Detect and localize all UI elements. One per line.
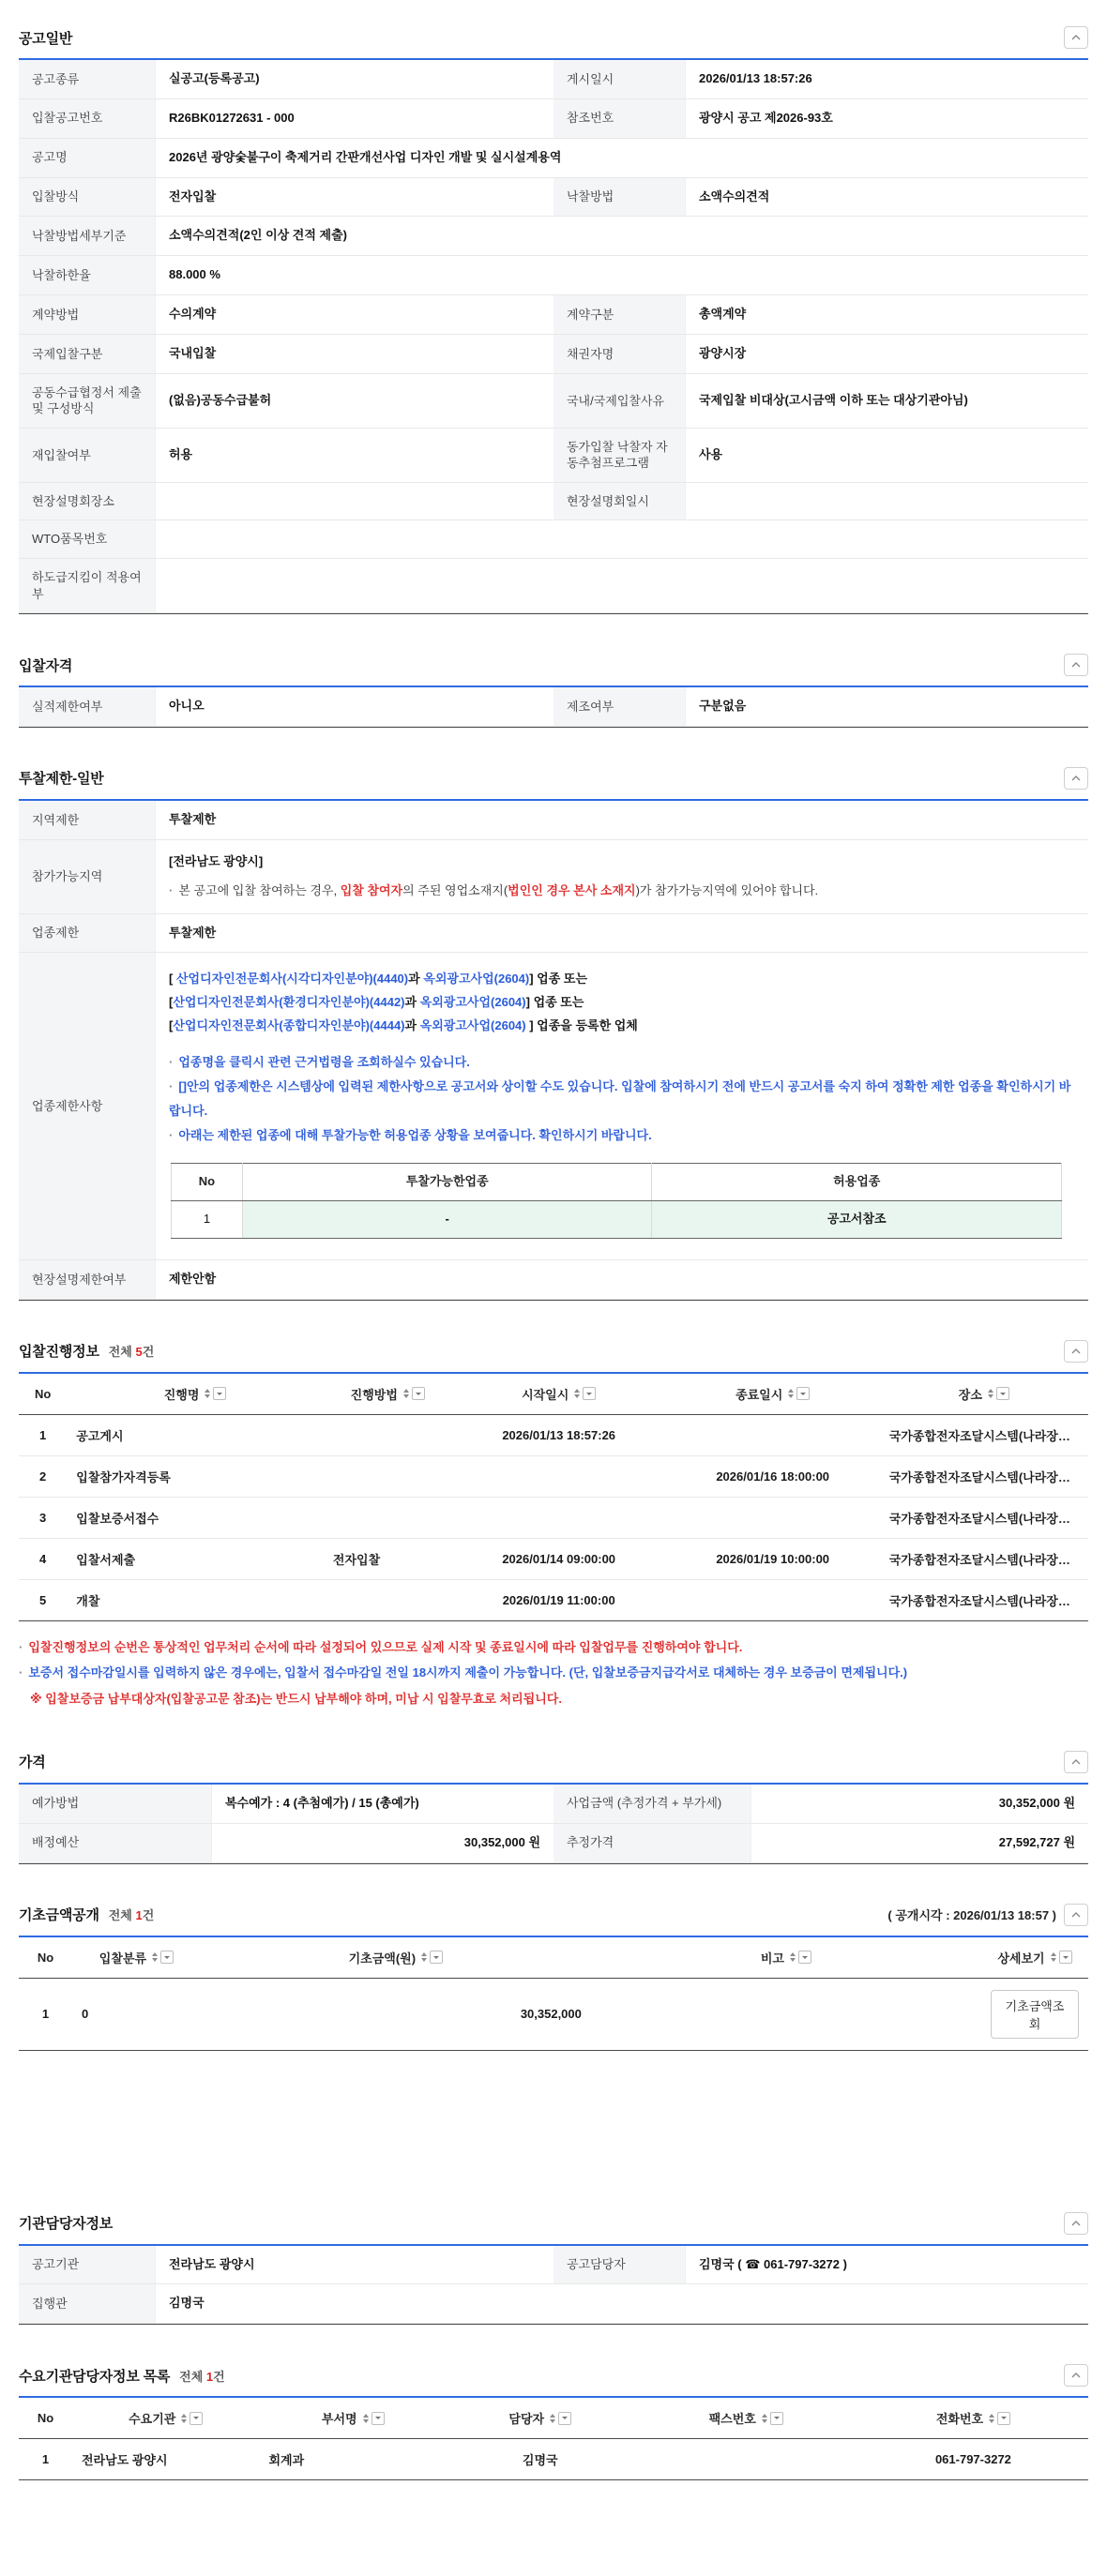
- field-label: 지역제한: [19, 801, 155, 840]
- field-label: 참조번호: [554, 99, 685, 139]
- cell-possible-industry: -: [242, 1201, 652, 1239]
- field-label: 제조여부: [554, 687, 685, 727]
- field-label: 재입찰여부: [19, 429, 155, 483]
- cell-start: [452, 1455, 666, 1497]
- cell-fax: [634, 2439, 858, 2480]
- section-title-demand: 수요기관담당자정보 목록: [19, 2368, 171, 2385]
- cell-no: 5: [39, 1592, 47, 1607]
- field-label: 사업금액 (추정가격 + 부가세): [554, 1785, 751, 1824]
- field-label: 참가가능지역: [19, 840, 155, 914]
- field-value: 광양시장: [685, 335, 1088, 374]
- chevron-up-icon: [1071, 2221, 1081, 2226]
- field-label: 현장설명제한여부: [19, 1260, 155, 1300]
- column-header: 허용업종: [652, 1164, 1062, 1201]
- field-label: 공고종류: [19, 60, 155, 99]
- industry-line: [산업디자인전문회사(종합디자인분야)(4444)과 옥외광고사업(2604) ] 업종을 등록한 업체: [169, 1017, 638, 1032]
- field-label: 낙찰방법세부기준: [19, 217, 155, 256]
- allowed-area-cell: [155, 840, 1088, 914]
- cell-place: 국가종합전자조달시스템(나라장…: [880, 1414, 1088, 1455]
- sort-control[interactable]: [421, 1951, 443, 1964]
- field-label: 국내/국제입찰사유: [554, 374, 685, 429]
- cell-method: 전자입찰: [324, 1538, 452, 1579]
- field-value: 총액계약: [685, 295, 1088, 335]
- column-header-stage: 진행명: [67, 1373, 324, 1415]
- column-header: 투찰가능한업종: [242, 1164, 652, 1201]
- cell-start: 2026/01/14 09:00:00: [452, 1538, 666, 1579]
- field-value: 복수예가 : 4 (추첨예가) / 15 (총예가): [211, 1785, 554, 1824]
- field-label: 낙찰방법: [554, 178, 685, 218]
- chevron-up-icon: [1071, 662, 1081, 668]
- field-label: 국제입찰구분: [19, 335, 155, 374]
- field-label: 동가입찰 낙찰자 자동추첨프로그램: [554, 429, 685, 483]
- section-agency-contact: [19, 2212, 1088, 2326]
- field-value: 김명국: [155, 2284, 1088, 2324]
- field-label: 공고기관: [19, 2246, 155, 2285]
- sort-control[interactable]: [762, 2412, 783, 2425]
- cell-end: [666, 1497, 880, 1538]
- cell-phone: 061-797-3272: [934, 2452, 1011, 2467]
- qualification-table: [19, 685, 1088, 728]
- table-row: [19, 1538, 1088, 1579]
- field-value: 소액수의견적(2인 이상 견적 제출): [155, 217, 1088, 256]
- cell-method: [324, 1414, 452, 1455]
- field-value: 투찰제한: [155, 914, 1088, 954]
- disclosure-time: ( 공개시각 : 2026/01/13 18:57 ): [887, 1908, 1056, 1923]
- cell-end: 2026/01/16 18:00:00: [666, 1455, 880, 1497]
- chevron-up-icon: [1071, 1912, 1081, 1918]
- field-label: 집행관: [19, 2284, 155, 2324]
- column-header-start: 시작일시: [452, 1373, 666, 1415]
- sort-control[interactable]: [550, 2412, 571, 2425]
- agency-contact-table: [19, 2244, 1088, 2326]
- base-amount-table: [19, 1936, 1088, 2051]
- industry-restriction-notes: [169, 1050, 1075, 1148]
- filter-dropdown-icon[interactable]: [558, 2412, 571, 2425]
- field-label: 공고담당자: [554, 2246, 685, 2285]
- section-title-general: 공고일반: [19, 30, 73, 47]
- field-label: 게시일시: [554, 60, 685, 99]
- field-label: 현장설명회장소: [19, 483, 155, 521]
- column-header-org: 수요기관: [72, 2397, 260, 2439]
- field-value: [155, 520, 1088, 559]
- table-header-row: [172, 1164, 1062, 1201]
- field-value: 소액수의견적: [685, 178, 1088, 218]
- note-line: · 입찰진행정보의 순번은 통상적인 업무처리 순서에 따라 설정되어 있으므로 실제 시작 및 종료일시에 따라 입찰업무를 진행하여야 합니다.: [19, 1639, 743, 1654]
- field-value: 2026/01/13 18:57:26: [685, 60, 1088, 99]
- filter-dropdown-icon[interactable]: [796, 1387, 810, 1400]
- field-value: 제한안함: [155, 1260, 1088, 1300]
- progress-notes: [19, 1634, 1088, 1711]
- section-general: [19, 26, 1088, 614]
- field-label: 업종제한사항: [19, 953, 155, 1260]
- cell-no: 3: [19, 1497, 67, 1538]
- industry-restriction-detail: [155, 953, 1088, 1260]
- cell-end: [666, 1579, 880, 1620]
- filter-dropdown-icon[interactable]: [997, 2412, 1010, 2425]
- note-line: · 아래는 제한된 업종에 대해 투찰가능한 허용업종 상황을 보여줍니다. 확인하시기 바랍니다.: [169, 1128, 652, 1143]
- cell-detail: [981, 1978, 1088, 2050]
- field-label: 입찰방식: [19, 178, 155, 218]
- cell-method: [324, 1497, 452, 1538]
- section-price: [19, 1751, 1088, 1864]
- cell-start: 2026/01/13 18:57:26: [452, 1414, 666, 1455]
- field-value: 아니오: [155, 687, 554, 727]
- table-row: [19, 2439, 1088, 2480]
- field-value: 국제입찰 비대상(고시금액 이하 또는 대상기관아님): [685, 374, 1088, 429]
- cell-stage: 입찰참가자격등록: [67, 1455, 324, 1497]
- field-label: 추정가격: [554, 1824, 751, 1863]
- field-value-phone: 김명국 ( ☎ 061-797-3272 ): [685, 2246, 1088, 2285]
- column-header-amount: 기초금액(원): [201, 1936, 591, 1979]
- cell-person: 김명국: [522, 2453, 558, 2468]
- table-row: [19, 1455, 1088, 1497]
- sort-control[interactable]: [205, 1387, 226, 1400]
- field-value: [685, 483, 1088, 521]
- column-header-no: No: [19, 1936, 72, 1979]
- filter-dropdown-icon[interactable]: [412, 1387, 425, 1400]
- sort-control[interactable]: [152, 1951, 174, 1964]
- field-label: 입찰공고번호: [19, 99, 155, 139]
- table-header-row: [19, 1936, 1088, 1979]
- industry-line: [산업디자인전문회사(환경디자인분야)(4442)과 옥외광고사업(2604)] 업종 또는: [169, 995, 584, 1010]
- field-label: 낙찰하한율: [19, 256, 155, 295]
- column-header-no: No: [19, 1373, 67, 1415]
- collapse-button[interactable]: [1064, 1340, 1088, 1363]
- cell-no: 2: [19, 1455, 67, 1497]
- industry-code-link[interactable]: 옥외광고사업(2604): [419, 995, 526, 1010]
- general-info-table: [19, 58, 1088, 614]
- cell-place: 국가종합전자조달시스템(나라장…: [880, 1538, 1088, 1579]
- filter-dropdown-icon[interactable]: [372, 2412, 385, 2425]
- table-row: [19, 1497, 1088, 1538]
- collapse-button[interactable]: [1064, 2212, 1088, 2235]
- industry-code-link[interactable]: 산업디자인전문회사(환경디자인분야)(4442): [173, 995, 405, 1010]
- cell-no: 4: [19, 1538, 67, 1579]
- column-header-no: No: [19, 2397, 72, 2439]
- field-label: 현장설명회일시: [554, 483, 685, 521]
- cell-stage: 입찰서제출: [67, 1538, 324, 1579]
- field-label: 공동수급협정서 제출 및 구성방식: [19, 374, 155, 429]
- table-row: [19, 1414, 1088, 1455]
- cell-start: [452, 1497, 666, 1538]
- column-header-dept: 부서명: [260, 2397, 447, 2439]
- industry-line: [ 산업디자인전문회사(시각디자인분야)(4440)과 옥외광고사업(2604)] 업종 또는: [169, 972, 588, 987]
- cell-allowed-industry: 공고서참조: [652, 1201, 1062, 1239]
- cell-method: [324, 1455, 452, 1497]
- cell-place: 국가종합전자조달시스템(나라장…: [880, 1497, 1088, 1538]
- cell-remark: [591, 1978, 981, 2050]
- section-bid-progress: [19, 1340, 1088, 1711]
- section-title-price: 가격: [19, 1755, 46, 1771]
- sort-control[interactable]: [181, 2412, 203, 2425]
- field-value: 27,592,727 원: [751, 1824, 1088, 1863]
- section-qualification: [19, 654, 1088, 728]
- section-title-restriction: 투찰제한-일반: [19, 771, 104, 788]
- base-amount-lookup-button[interactable]: 기초금액조회: [991, 1990, 1079, 2039]
- cell-no: 1: [41, 2007, 50, 2022]
- sort-control[interactable]: [788, 1387, 810, 1400]
- field-value: 88.000 %: [155, 256, 1088, 295]
- section-base-amount: [19, 1904, 1088, 2051]
- price-table: [19, 1783, 1088, 1864]
- field-value: [155, 483, 554, 521]
- chevron-up-icon: [1071, 2373, 1081, 2378]
- bid-progress-table: [19, 1372, 1088, 1621]
- column-header-class: 입찰분류: [72, 1936, 201, 1979]
- industry-code-link[interactable]: 산업디자인전문회사(시각디자인분야)(4440): [175, 972, 409, 987]
- total-count: 전체 1건: [179, 2369, 225, 2384]
- cell-dept: 회계과: [268, 2453, 305, 2468]
- industry-code-link[interactable]: 산업디자인전문회사(종합디자인분야)(4444): [173, 1017, 405, 1032]
- field-value: 30,352,000 원: [751, 1785, 1088, 1824]
- column-header-remark: 비고: [591, 1936, 981, 1979]
- table-row: [19, 1978, 1088, 2050]
- cell-end: 2026/01/19 10:00:00: [666, 1538, 880, 1579]
- sort-control[interactable]: [988, 1387, 1009, 1400]
- field-value: 사용: [685, 429, 1088, 483]
- note-line: · []안의 업종제한은 시스템상에 입력된 제한사항으로 공고서와 상이할 수도 있습니다. 입찰에 참여하시기 전에 반드시 공고서를 숙지 하여 정확한 제한 업종을 확인하시기 바랍니다.: [169, 1079, 1071, 1119]
- column-header-fax: 팩스번호: [634, 2397, 858, 2439]
- cell-no: 1: [41, 2452, 50, 2467]
- section-title-agency: 기관담당자정보: [19, 2216, 114, 2233]
- collapse-button[interactable]: [1064, 26, 1088, 49]
- chevron-up-icon: [1071, 1759, 1081, 1765]
- collapse-button[interactable]: [1064, 2364, 1088, 2387]
- field-label: 업종제한: [19, 914, 155, 954]
- field-label: 계약방법: [19, 295, 155, 335]
- table-header-row: [19, 2397, 1088, 2439]
- column-header-phone: 전화번호: [858, 2397, 1088, 2439]
- cell-place: 국가종합전자조달시스템(나라장…: [888, 1593, 1070, 1608]
- field-value: 30,352,000 원: [211, 1824, 554, 1863]
- column-header-person: 담당자: [447, 2397, 634, 2439]
- cell-end: [666, 1414, 880, 1455]
- field-value: 구분없음: [685, 687, 1088, 727]
- chevron-up-icon: [1071, 1348, 1081, 1354]
- note-line: · 보증서 접수마감일시를 입력하지 않은 경우에는, 입찰서 접수마감일 전일 18시까지 제출이 가능합니다. (단, 입찰보증금지급각서로 대체하는 경우 보증금이 면제됩니다.): [19, 1665, 908, 1680]
- field-label: 채권자명: [554, 335, 685, 374]
- cell-no: 1: [172, 1201, 243, 1239]
- cell-place: 국가종합전자조달시스템(나라장…: [880, 1455, 1088, 1497]
- section-title-base-amount: 기초금액공개: [19, 1907, 99, 1924]
- filter-dropdown-icon[interactable]: [160, 1951, 174, 1964]
- total-count: 전체 1건: [108, 1908, 155, 1923]
- field-value: 투찰제한: [155, 801, 1088, 840]
- field-value: 수의계약: [155, 295, 554, 335]
- table-row: [19, 1579, 1088, 1620]
- cell-stage: 공고게시: [67, 1414, 324, 1455]
- collapse-button[interactable]: [1064, 1751, 1088, 1773]
- field-value: 실공고(등록공고): [155, 60, 554, 99]
- note-line: · 업종명을 클릭시 관련 근거법령을 조회하실수 있습니다.: [169, 1055, 470, 1070]
- field-value: (없음)공동수급불허: [155, 374, 554, 429]
- field-value: 2026년 광양숯불구이 축제거리 간판개선사업 디자인 개발 및 실시설계용역: [155, 139, 1088, 178]
- collapse-button[interactable]: [1064, 654, 1088, 676]
- sort-control[interactable]: [989, 2412, 1010, 2425]
- field-label: WTO품목번호: [19, 520, 155, 559]
- chevron-up-icon: [1071, 35, 1081, 40]
- filter-dropdown-icon[interactable]: [1059, 1951, 1072, 1964]
- sort-control[interactable]: [790, 1951, 811, 1964]
- cell-demand-org: 전라남도 광양시: [82, 2453, 168, 2468]
- sort-control[interactable]: [403, 1387, 425, 1400]
- filter-dropdown-icon[interactable]: [996, 1387, 1009, 1400]
- cell-stage: 입찰보증서접수: [67, 1497, 324, 1538]
- industry-code-link[interactable]: 옥외광고사업(2604): [419, 1017, 526, 1032]
- allowed-industry-table: [171, 1163, 1062, 1239]
- field-label: 예가방법: [19, 1785, 211, 1824]
- section-title-progress: 입찰진행정보: [19, 1344, 99, 1361]
- sort-control[interactable]: [574, 1387, 596, 1400]
- allowed-area-value: [전라남도 광양시]: [169, 853, 264, 868]
- collapse-button[interactable]: [1064, 767, 1088, 790]
- field-value: 전라남도 광양시: [155, 2246, 554, 2285]
- field-label: 실적제한여부: [19, 687, 155, 727]
- cell-method: [324, 1579, 452, 1620]
- filter-dropdown-icon[interactable]: [190, 2412, 203, 2425]
- field-value: [155, 559, 1088, 613]
- column-header: No: [172, 1164, 243, 1201]
- industry-restriction-lines: [169, 968, 1075, 1037]
- column-header-end: 종료일시: [666, 1373, 880, 1415]
- filter-dropdown-icon[interactable]: [430, 1951, 443, 1964]
- field-label: 공고명: [19, 139, 155, 178]
- demand-contact-table: [19, 2396, 1088, 2480]
- sort-control[interactable]: [363, 2412, 385, 2425]
- column-header-method: 진행방법: [324, 1373, 452, 1415]
- cell-stage: 개찰: [76, 1593, 100, 1608]
- cell-start: 2026/01/19 11:00:00: [502, 1592, 615, 1607]
- total-count: 전체 5건: [108, 1345, 155, 1360]
- cell-bid-class: 0: [82, 2007, 89, 2022]
- table-row: [172, 1201, 1062, 1239]
- section-title-qualification: 입찰자격: [19, 657, 73, 674]
- section-bid-restriction: [19, 767, 1088, 1301]
- field-value: 광양시 공고 제2026-93호: [685, 99, 1088, 139]
- sort-control[interactable]: [1051, 1951, 1072, 1964]
- column-header-detail: 상세보기: [981, 1936, 1088, 1979]
- note-line: ※ 입찰보증금 납부대상자(입찰공고문 참조)는 반드시 납부해야 하며, 미납 시 입찰무효로 처리됩니다.: [30, 1691, 562, 1706]
- filter-dropdown-icon[interactable]: [798, 1951, 811, 1964]
- field-label: 하도급지킴이 적용여부: [19, 559, 155, 613]
- allowed-area-note: · 본 공고에 입찰 참여하는 경우, 입찰 참여자의 주된 영업소재지(법인인 경우 본사 소재지)가 참가가능지역에 있어야 합니다.: [169, 882, 819, 897]
- table-header-row: [19, 1373, 1088, 1415]
- field-value: 전자입찰: [155, 178, 554, 218]
- field-value: R26BK01272631 - 000: [155, 99, 554, 139]
- field-label: 배정예산: [19, 1824, 211, 1863]
- cell-base-amount: 30,352,000: [520, 2007, 582, 2022]
- field-label: 계약구분: [554, 295, 685, 335]
- filter-dropdown-icon[interactable]: [583, 1387, 596, 1400]
- filter-dropdown-icon[interactable]: [770, 2412, 783, 2425]
- industry-code-link[interactable]: 옥외광고사업(2604): [423, 972, 530, 987]
- cell-no: 1: [19, 1414, 67, 1455]
- restriction-table: [19, 799, 1088, 1301]
- field-value: 허용: [155, 429, 554, 483]
- section-demand-contact: [19, 2364, 1088, 2480]
- collapse-button[interactable]: [1064, 1904, 1088, 1926]
- chevron-up-icon: [1071, 776, 1081, 781]
- spacer: [19, 2090, 1088, 2212]
- field-value: 국내입찰: [155, 335, 554, 374]
- column-header-place: 장소: [880, 1373, 1088, 1415]
- filter-dropdown-icon[interactable]: [213, 1387, 226, 1400]
